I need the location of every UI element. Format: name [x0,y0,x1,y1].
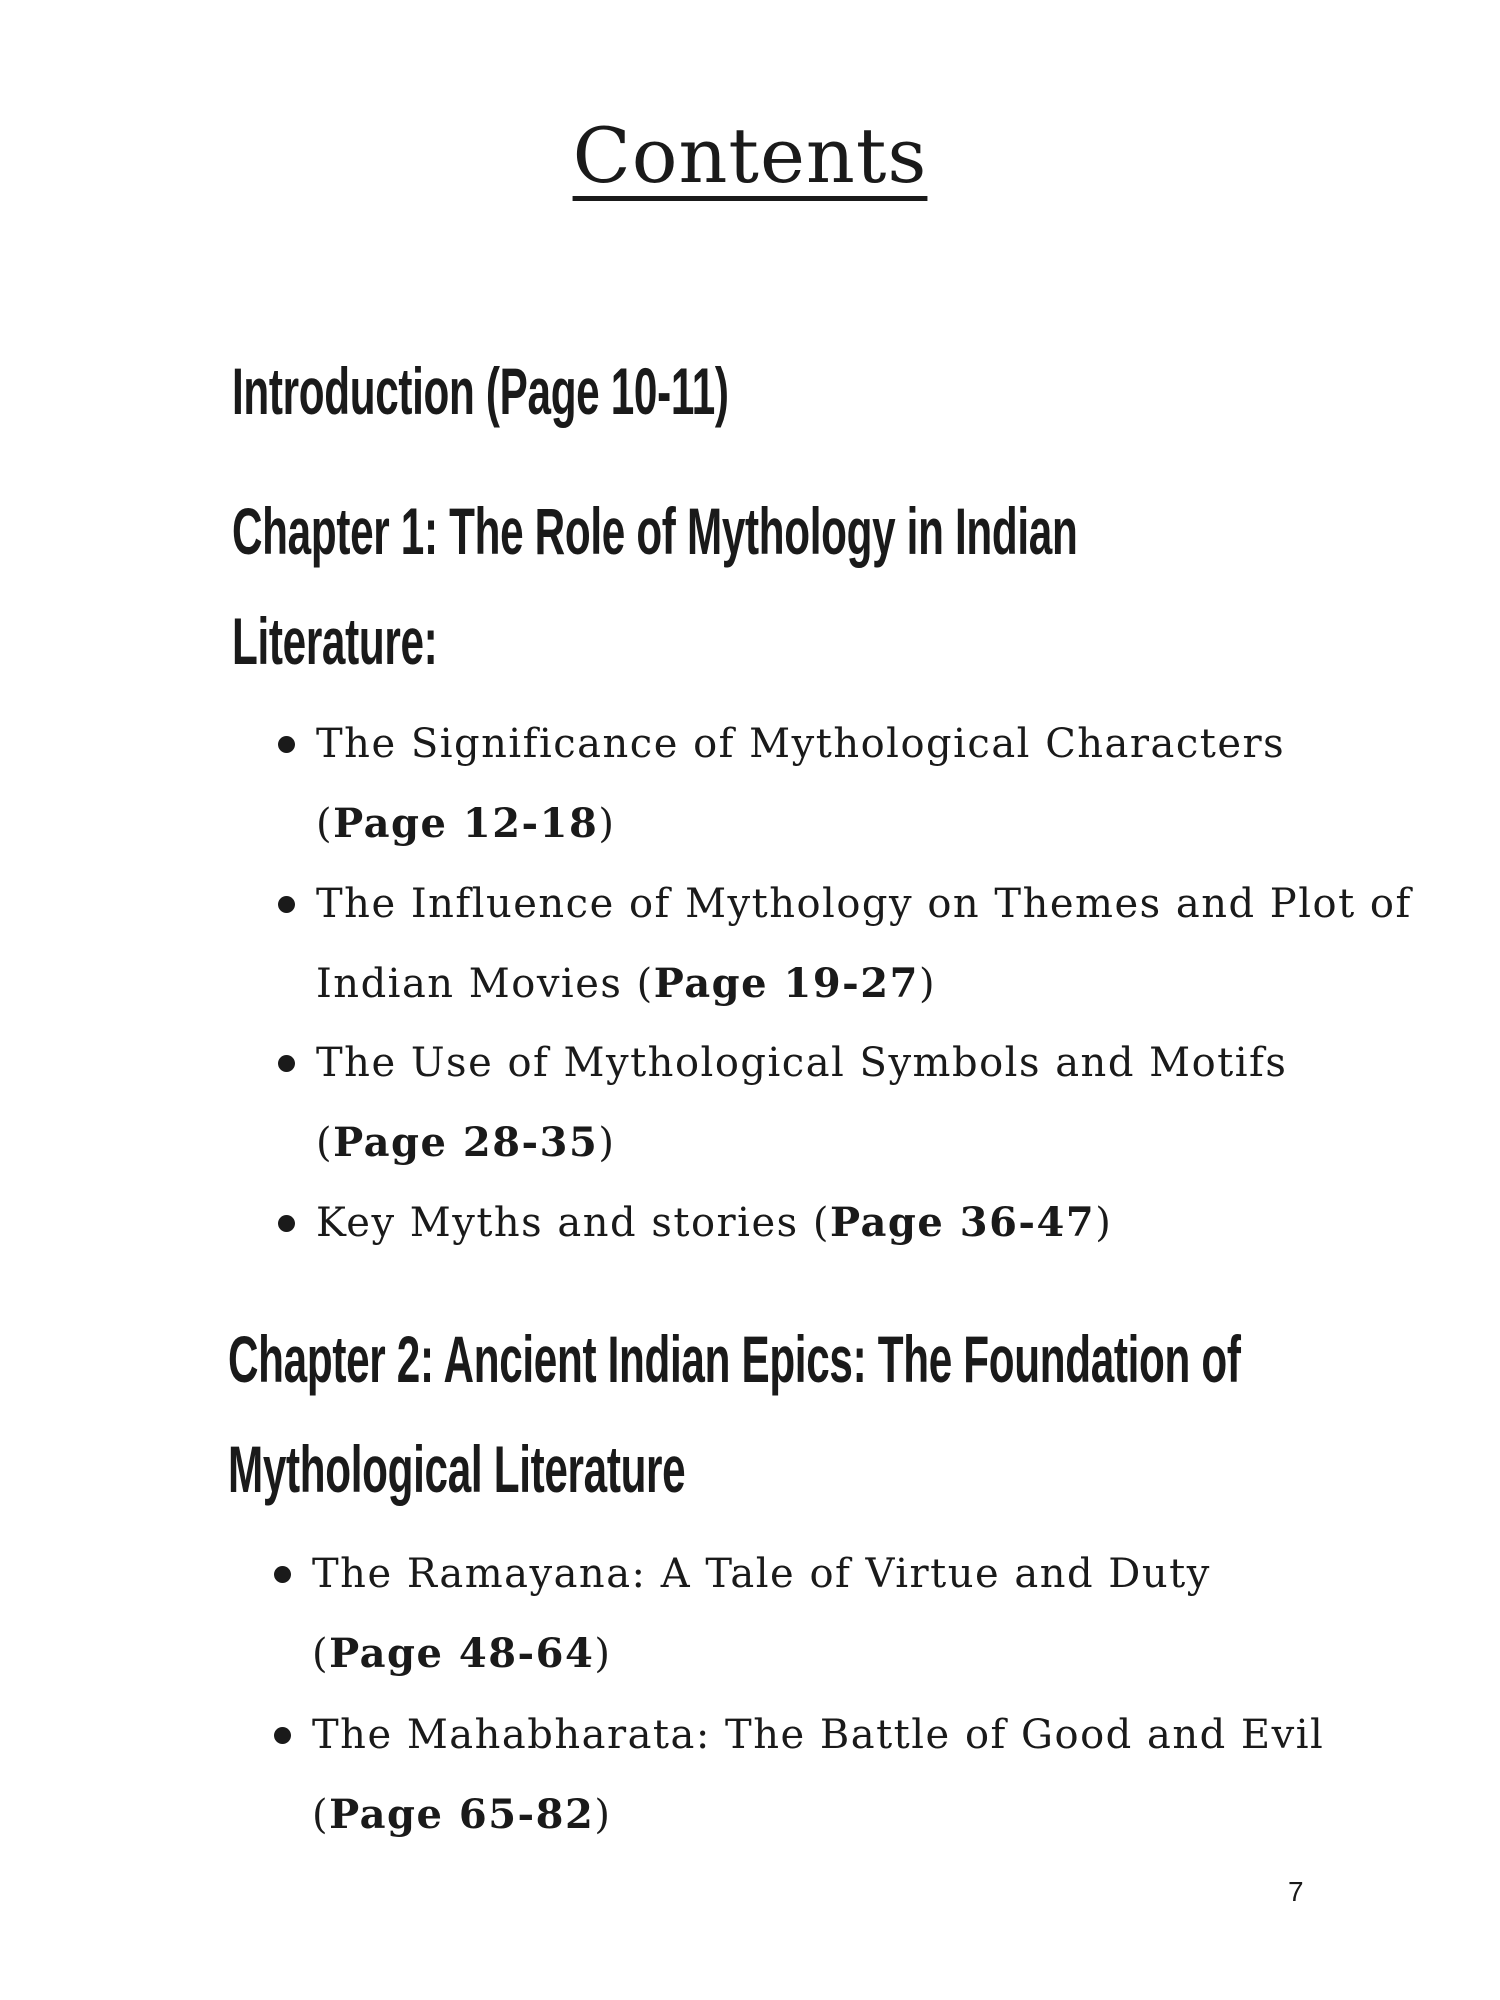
entry-pages-line: (Page 28-35) [316,1119,616,1166]
entry-pages: Page 12-18 [333,800,599,847]
entry-title: The Mahabharata: The Battle of Good and Evil [312,1712,1325,1758]
entry-title: The Use of Mythological Symbols and Motifs [316,1040,1288,1086]
chapter-2-heading-line-2: Mythological Literature [228,1432,686,1506]
bullet-icon [274,1566,291,1583]
chapter-1-heading-line-2: Literature: [232,604,438,678]
entry-title: The Ramayana: A Tale of Virtue and Duty [312,1551,1211,1597]
entry-pages: Page 65-82 [329,1791,595,1838]
entry-pages-line: Indian Movies (Page 19-27) [316,960,937,1007]
entry-pages-line: (Page 65-82) [312,1791,612,1838]
bullet-icon [278,736,295,753]
chapter-2-heading-line-1: Chapter 2: Ancient Indian Epics: The Foundation of [228,1322,1241,1396]
bullet-icon [278,1055,295,1072]
entry-title: The Influence of Mythology on Themes and Plot of [316,881,1412,927]
entry-pages-line: (Page 12-18) [316,800,616,847]
entry-pages: Page 28-35 [333,1119,599,1166]
page-title-text: Contents [572,111,928,200]
entry-title: The Significance of Mythological Characters [316,721,1286,767]
bullet-icon [278,896,295,913]
bullet-icon [274,1727,291,1744]
entry-title: Key Myths and stories (Page 36-47) [316,1199,1113,1246]
chapter-1-heading-line-1: Chapter 1: The Role of Mythology in Indian [232,494,1078,568]
entry-pages-line: (Page 48-64) [312,1630,612,1677]
entry-pages: Page 48-64 [329,1630,595,1677]
page-title [0,111,1500,200]
page-number: 7 [1288,1876,1304,1907]
entry-pages: Page 19-27 [653,960,919,1007]
entry-pages: Page 36-47 [829,1199,1096,1246]
bullet-icon [278,1215,295,1232]
introduction-heading: Introduction (Page 10-11) [232,354,729,428]
